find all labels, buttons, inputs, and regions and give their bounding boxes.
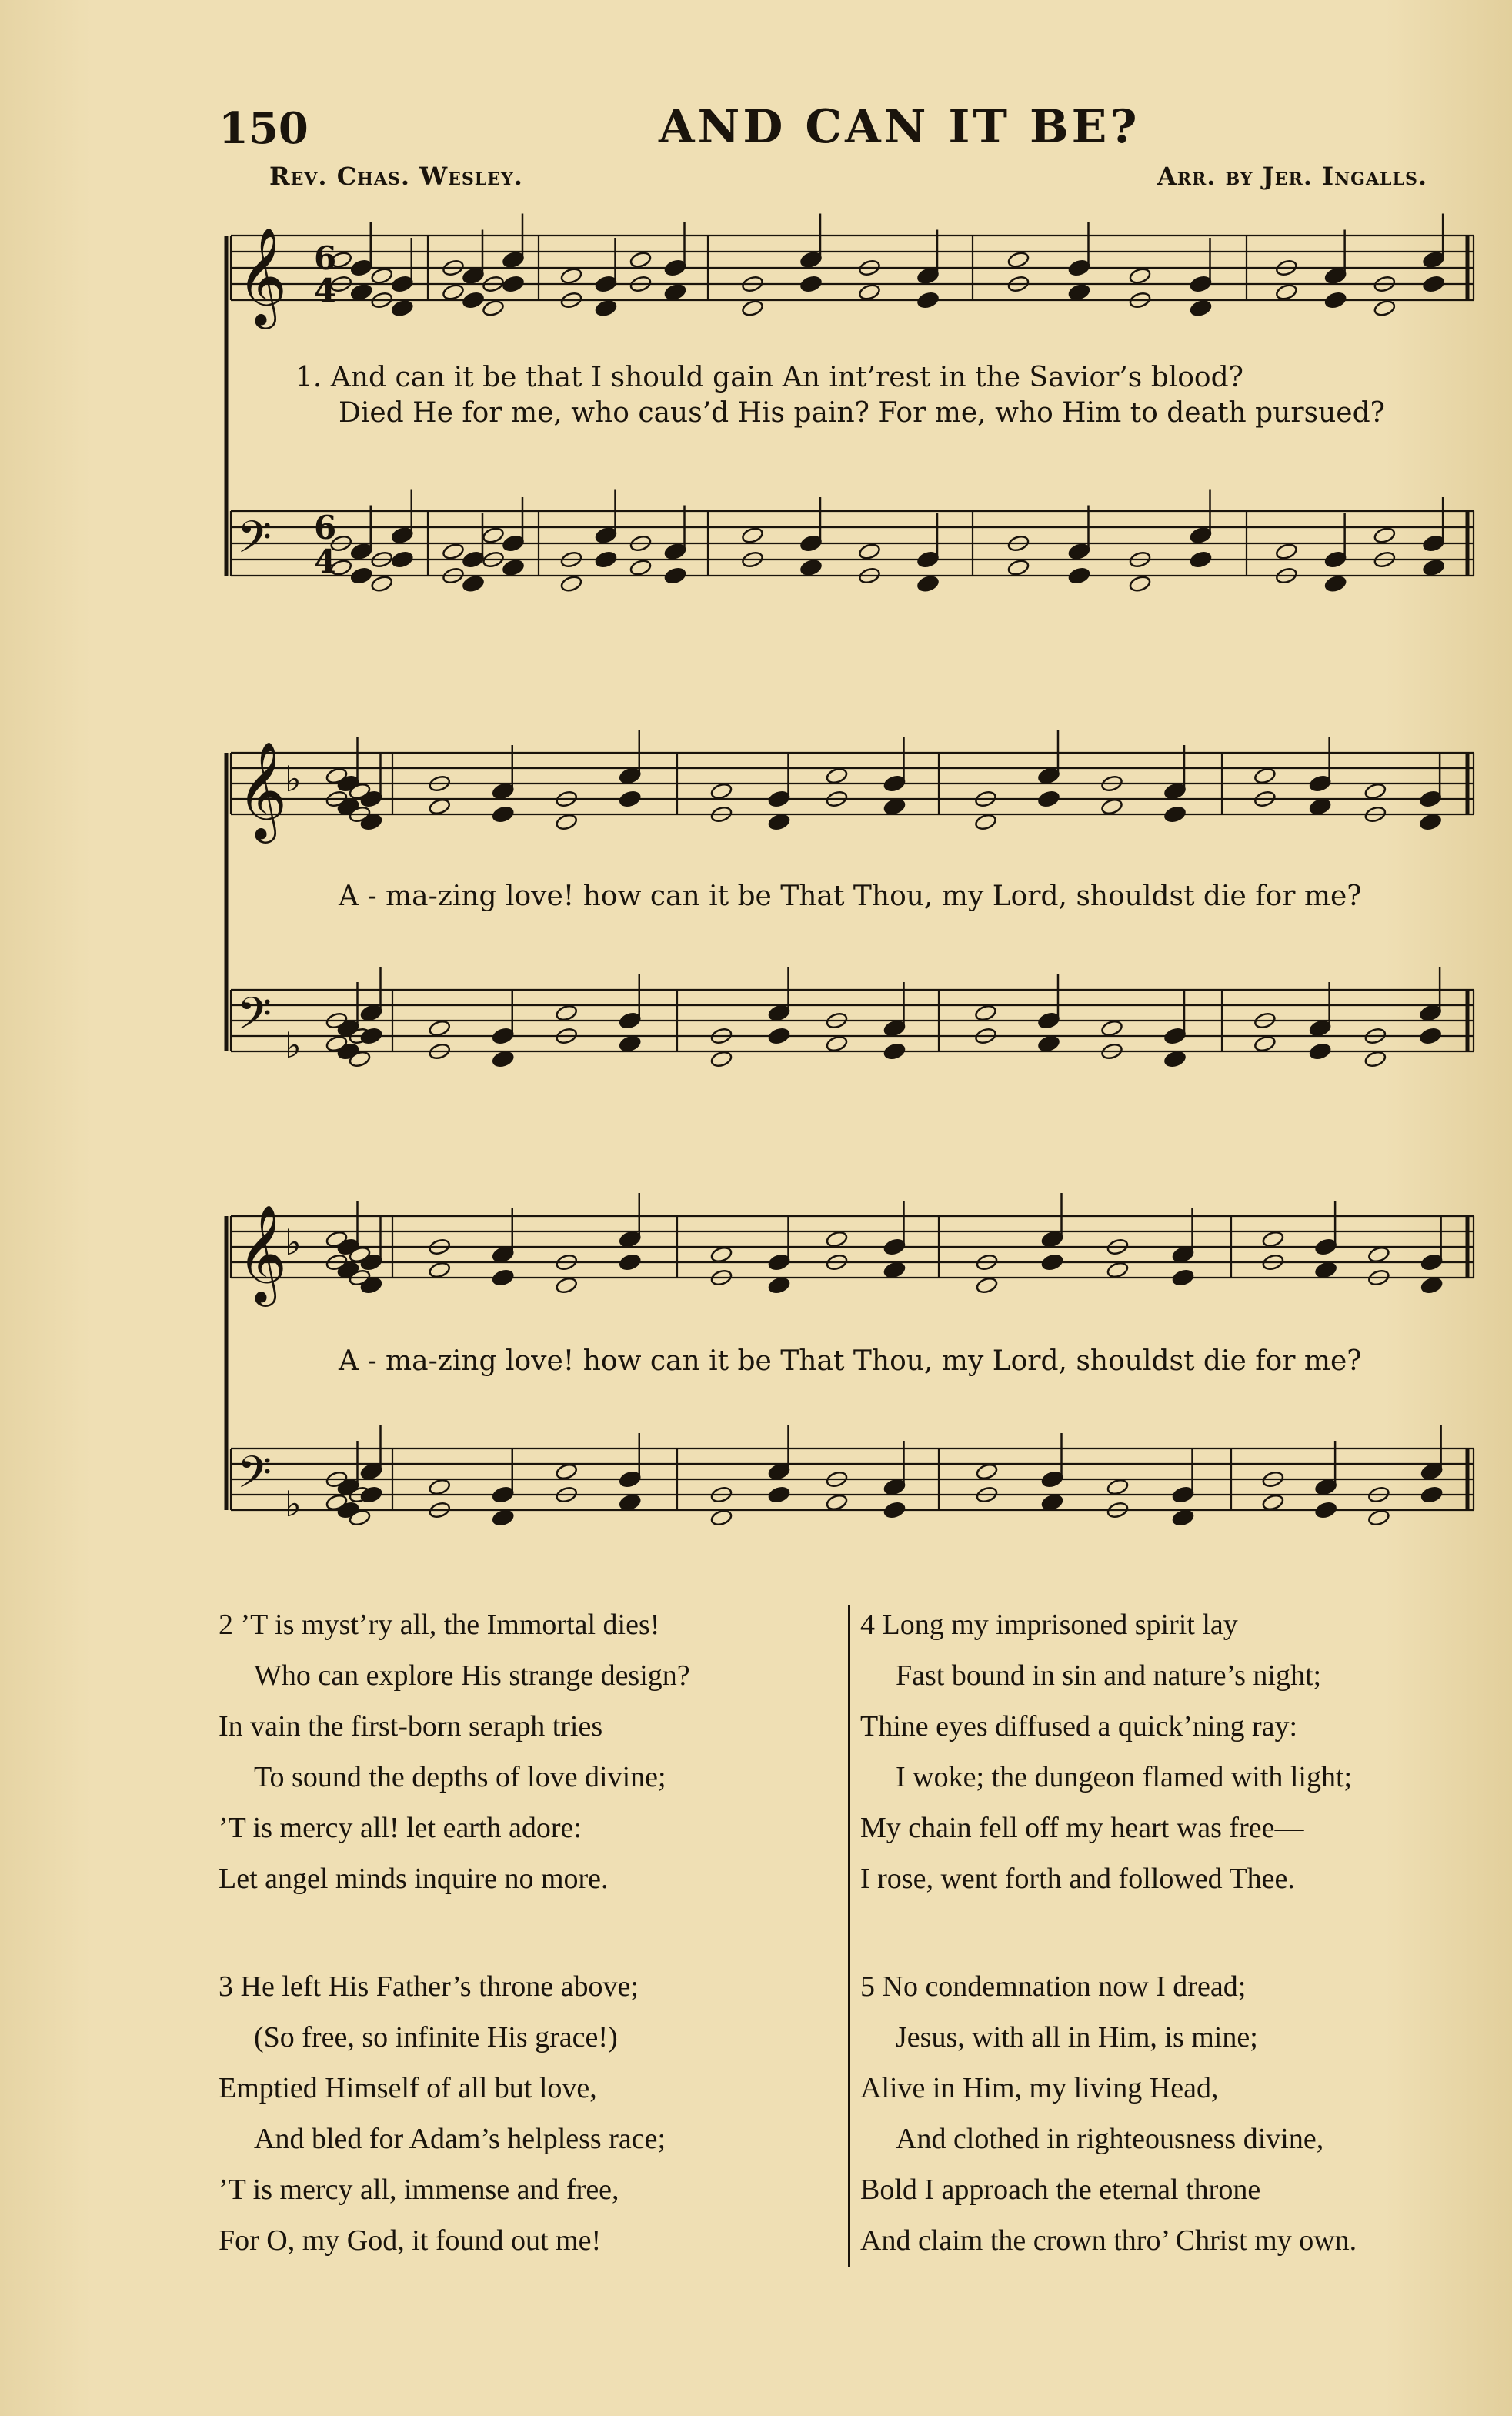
notehead — [1419, 1027, 1442, 1045]
notehead — [664, 566, 687, 585]
notehead — [492, 1027, 515, 1045]
notehead — [768, 1276, 791, 1295]
notehead — [619, 790, 642, 808]
stanza-4 — [860, 1599, 1352, 1904]
notehead — [391, 526, 414, 545]
stanza-line: Alive in Him, my living Head, — [860, 2072, 1219, 2104]
notehead — [482, 299, 505, 318]
stanza-line: To sound the depths of love divine; — [254, 1761, 666, 1793]
notehead — [1253, 767, 1277, 785]
notehead — [337, 1042, 360, 1061]
notehead — [462, 291, 485, 309]
notehead — [710, 782, 733, 800]
notehead — [360, 1253, 383, 1271]
notehead — [768, 813, 791, 831]
notehead — [1363, 782, 1387, 800]
notehead — [1100, 797, 1123, 816]
notehead — [1163, 1027, 1187, 1045]
notehead — [1190, 550, 1213, 569]
notehead — [619, 767, 642, 785]
notehead — [974, 813, 997, 831]
notehead — [1190, 526, 1213, 545]
notehead — [883, 1478, 906, 1496]
notehead — [1037, 767, 1060, 785]
notehead — [1129, 575, 1152, 593]
notehead — [1037, 790, 1060, 808]
notehead — [976, 1276, 999, 1295]
stanza-line: 4 Long my imprisoned spirit lay — [860, 1609, 1238, 1641]
flat-icon: ♭ — [285, 1024, 302, 1066]
notehead — [370, 267, 393, 286]
notehead — [1314, 1261, 1337, 1279]
notehead — [1172, 1268, 1195, 1287]
stanza-line: Who can explore His strange design? — [254, 1659, 690, 1692]
notehead — [337, 1261, 360, 1279]
notehead — [1422, 534, 1445, 553]
lyric-system-1-line-1: 1. And can it be that I should gain An int’rest in the Savior’s blood? — [295, 362, 1243, 393]
notehead — [391, 275, 414, 293]
stanza-line: I rose, went forth and followed Thee. — [860, 1863, 1295, 1895]
stanza-3 — [219, 1961, 666, 2266]
notehead — [1419, 813, 1442, 831]
notehead — [619, 1011, 642, 1030]
notehead — [768, 1004, 791, 1022]
stanza-line: Thine eyes diffused a quick’ning ray: — [860, 1710, 1298, 1743]
stanza-line: And claim the crown thro’ Christ my own. — [860, 2224, 1357, 2257]
notehead — [1422, 559, 1445, 577]
notehead — [619, 1493, 642, 1512]
notehead — [595, 526, 618, 545]
notehead — [391, 299, 414, 318]
notehead — [1172, 1509, 1195, 1527]
notehead — [916, 291, 940, 309]
notehead — [1419, 1004, 1442, 1022]
notehead — [1261, 1493, 1284, 1512]
notehead — [1309, 774, 1332, 793]
notehead — [974, 1004, 997, 1022]
notehead — [492, 1245, 515, 1264]
notehead — [428, 797, 451, 816]
notehead — [462, 267, 485, 286]
treble-time-sig-bottom: 4 — [314, 272, 337, 309]
stanza-line: 3 He left His Father’s throne above; — [219, 1970, 639, 2003]
notehead — [883, 1261, 906, 1279]
notehead — [360, 1276, 383, 1295]
notehead — [826, 1034, 849, 1053]
notehead — [664, 259, 687, 277]
notehead — [1275, 543, 1298, 561]
bass-clef-icon: 𝄢 — [237, 987, 272, 1051]
notehead — [1007, 251, 1030, 269]
treble-clef-icon: 𝄞 — [237, 740, 288, 839]
notehead — [883, 797, 906, 816]
notehead — [629, 559, 653, 577]
notehead — [1324, 550, 1347, 569]
notehead — [1314, 1238, 1337, 1256]
stanza-line: Bold I approach the eternal throne — [860, 2174, 1261, 2206]
stanza-line: For O, my God, it found out me! — [219, 2224, 602, 2257]
notehead — [1172, 1245, 1195, 1264]
notehead — [1129, 267, 1152, 286]
stanza-line: Let angel minds inquire no more. — [219, 1863, 609, 1895]
notehead — [710, 1245, 733, 1264]
notehead — [1419, 790, 1442, 808]
notehead — [492, 1050, 515, 1068]
notehead — [502, 534, 525, 553]
stanza-line: Fast bound in sin and nature’s night; — [896, 1659, 1322, 1692]
notehead — [1100, 1019, 1123, 1038]
notehead — [916, 267, 940, 286]
notehead — [799, 251, 823, 269]
notehead — [337, 1238, 360, 1256]
notehead — [1422, 275, 1445, 293]
notehead — [555, 1004, 578, 1022]
notehead — [1041, 1470, 1064, 1489]
notehead — [768, 1027, 791, 1045]
notehead — [710, 1050, 733, 1068]
notehead — [858, 283, 881, 302]
notehead — [768, 1485, 791, 1504]
notehead — [1163, 805, 1187, 824]
notehead — [1041, 1230, 1064, 1248]
notehead — [1367, 1245, 1390, 1264]
notehead — [883, 1042, 906, 1061]
notehead — [492, 805, 515, 824]
treble-time-sig-top: 6 — [314, 239, 337, 277]
notehead — [1253, 1034, 1277, 1053]
stanza-line: And clothed in righteousness divine, — [896, 2123, 1324, 2155]
notehead — [1007, 559, 1030, 577]
lyric-system-2: A - ma-zing love! how can it be That Thou, my Lord, shouldst die for me? — [339, 881, 1362, 912]
notehead — [768, 790, 791, 808]
notehead — [360, 1462, 383, 1481]
lyric-system-3: A - ma-zing love! how can it be That Thou, my Lord, shouldst die for me? — [339, 1345, 1362, 1377]
notehead — [1041, 1253, 1064, 1271]
notehead — [555, 1276, 578, 1295]
notehead — [502, 275, 525, 293]
notehead — [1068, 259, 1091, 277]
stanza-line: (So free, so infinite His grace!) — [254, 2021, 618, 2053]
notehead — [391, 550, 414, 569]
notehead — [883, 1019, 906, 1038]
bass-clef-icon: 𝄢 — [237, 1446, 272, 1509]
stanza-line: 2 ’T is myst’ry all, the Immortal dies! — [219, 1609, 660, 1641]
notehead — [1324, 575, 1347, 593]
stanza-line: ’T is mercy all, immense and free, — [219, 2174, 619, 2206]
notehead — [492, 782, 515, 800]
lyric-system-1-line-2: Died He for me, who caus’d His pain? For me, who Him to death pursued? — [339, 397, 1385, 429]
notehead — [428, 1261, 451, 1279]
notehead — [370, 575, 393, 593]
notehead — [1163, 782, 1187, 800]
column-divider — [848, 1605, 850, 2267]
notehead — [502, 559, 525, 577]
notehead — [1314, 1478, 1337, 1496]
notehead — [428, 1019, 451, 1038]
notehead — [1367, 1509, 1390, 1527]
flat-icon: ♭ — [285, 1221, 302, 1263]
notehead — [1106, 1261, 1130, 1279]
notehead — [337, 1478, 360, 1496]
notehead — [492, 1485, 515, 1504]
notehead — [462, 550, 485, 569]
notehead — [360, 813, 383, 831]
stanza-line: 5 No condemnation now I dread; — [860, 1970, 1247, 2003]
notehead — [1420, 1462, 1444, 1481]
notehead — [492, 1509, 515, 1527]
notehead — [826, 1230, 849, 1248]
notehead — [1068, 543, 1091, 561]
notehead — [1190, 275, 1213, 293]
notehead — [741, 299, 764, 318]
stanza-line: Emptied Himself of all but love, — [219, 2072, 597, 2104]
notehead — [1314, 1501, 1337, 1519]
notehead — [1261, 1230, 1284, 1248]
notehead — [619, 1470, 642, 1489]
notehead — [1309, 797, 1332, 816]
notehead — [442, 283, 465, 302]
notehead — [560, 267, 583, 286]
bass-time-sig-top: 6 — [314, 509, 337, 546]
notehead — [502, 251, 525, 269]
notehead — [1363, 1050, 1387, 1068]
notehead — [799, 534, 823, 553]
notehead — [595, 275, 618, 293]
notehead — [799, 559, 823, 577]
notehead — [916, 575, 940, 593]
notehead — [1373, 526, 1396, 545]
notehead — [883, 1501, 906, 1519]
notehead — [619, 1230, 642, 1248]
notehead — [883, 774, 906, 793]
flat-icon: ♭ — [285, 758, 302, 800]
notehead — [595, 550, 618, 569]
notehead — [1309, 1042, 1332, 1061]
notehead — [1106, 1478, 1130, 1496]
page-number: 150 — [219, 103, 309, 154]
stanza-line: In vain the first-born seraph tries — [219, 1710, 603, 1743]
words-credit: Rev. Chas. Wesley. — [269, 162, 523, 191]
notehead — [768, 1253, 791, 1271]
notehead — [710, 1509, 733, 1527]
notehead — [741, 526, 764, 545]
notehead — [442, 543, 465, 561]
bass-clef-icon: 𝄢 — [237, 511, 272, 574]
notehead — [1172, 1485, 1195, 1504]
notehead — [595, 299, 618, 318]
flat-icon: ♭ — [285, 1483, 302, 1525]
stanza-line: Jesus, with all in Him, is mine; — [896, 2021, 1258, 2053]
notehead — [350, 566, 373, 585]
notehead — [664, 543, 687, 561]
notehead — [1420, 1276, 1444, 1295]
notehead — [916, 550, 940, 569]
stanza-5 — [860, 1961, 1357, 2266]
notehead — [1041, 1493, 1064, 1512]
notehead — [555, 1462, 578, 1481]
notehead — [664, 283, 687, 302]
notehead — [337, 774, 360, 793]
notehead — [858, 543, 881, 561]
notehead — [1324, 291, 1347, 309]
notehead — [826, 767, 849, 785]
notehead — [883, 1238, 906, 1256]
notehead — [1163, 1050, 1187, 1068]
notehead — [360, 1004, 383, 1022]
notehead — [350, 259, 373, 277]
stanza-line: My chain fell off my heart was free— — [860, 1812, 1304, 1844]
notehead — [337, 1501, 360, 1519]
notehead — [1190, 299, 1213, 318]
notehead — [768, 1462, 791, 1481]
notehead — [482, 526, 505, 545]
notehead — [1275, 283, 1298, 302]
notehead — [492, 1268, 515, 1287]
notehead — [619, 1034, 642, 1053]
stanza-line: And bled for Adam’s helpless race; — [254, 2123, 666, 2155]
notehead — [337, 1019, 360, 1038]
notehead — [1068, 566, 1091, 585]
notehead — [1037, 1034, 1060, 1053]
notehead — [1324, 267, 1347, 286]
notehead — [1420, 1485, 1444, 1504]
notehead — [619, 1253, 642, 1271]
notehead — [629, 251, 653, 269]
stanza-line: I woke; the dungeon flamed with light; — [896, 1761, 1353, 1793]
notehead — [428, 1478, 451, 1496]
notehead — [976, 1462, 999, 1481]
arranger-credit: Arr. by Jer. Ingalls. — [1157, 162, 1427, 191]
treble-clef-icon: 𝄞 — [237, 226, 288, 325]
notehead — [1373, 299, 1396, 318]
notehead — [560, 575, 583, 593]
notehead — [462, 575, 485, 593]
bass-time-sig-bottom: 4 — [314, 543, 337, 580]
hymn-title: AND CAN IT BE? — [659, 100, 1140, 154]
treble-clef-icon: 𝄞 — [237, 1204, 288, 1302]
notehead — [337, 797, 360, 816]
notehead — [360, 790, 383, 808]
notehead — [555, 813, 578, 831]
notehead — [799, 275, 823, 293]
notehead — [1420, 1253, 1444, 1271]
stanza-line: ’T is mercy all! let earth adore: — [219, 1812, 582, 1844]
notehead — [350, 543, 373, 561]
notehead — [1068, 283, 1091, 302]
notehead — [350, 283, 373, 302]
notehead — [1037, 1011, 1060, 1030]
stanza-2 — [219, 1599, 690, 1904]
notehead — [1309, 1019, 1332, 1038]
notehead — [826, 1493, 849, 1512]
notehead — [1422, 251, 1445, 269]
